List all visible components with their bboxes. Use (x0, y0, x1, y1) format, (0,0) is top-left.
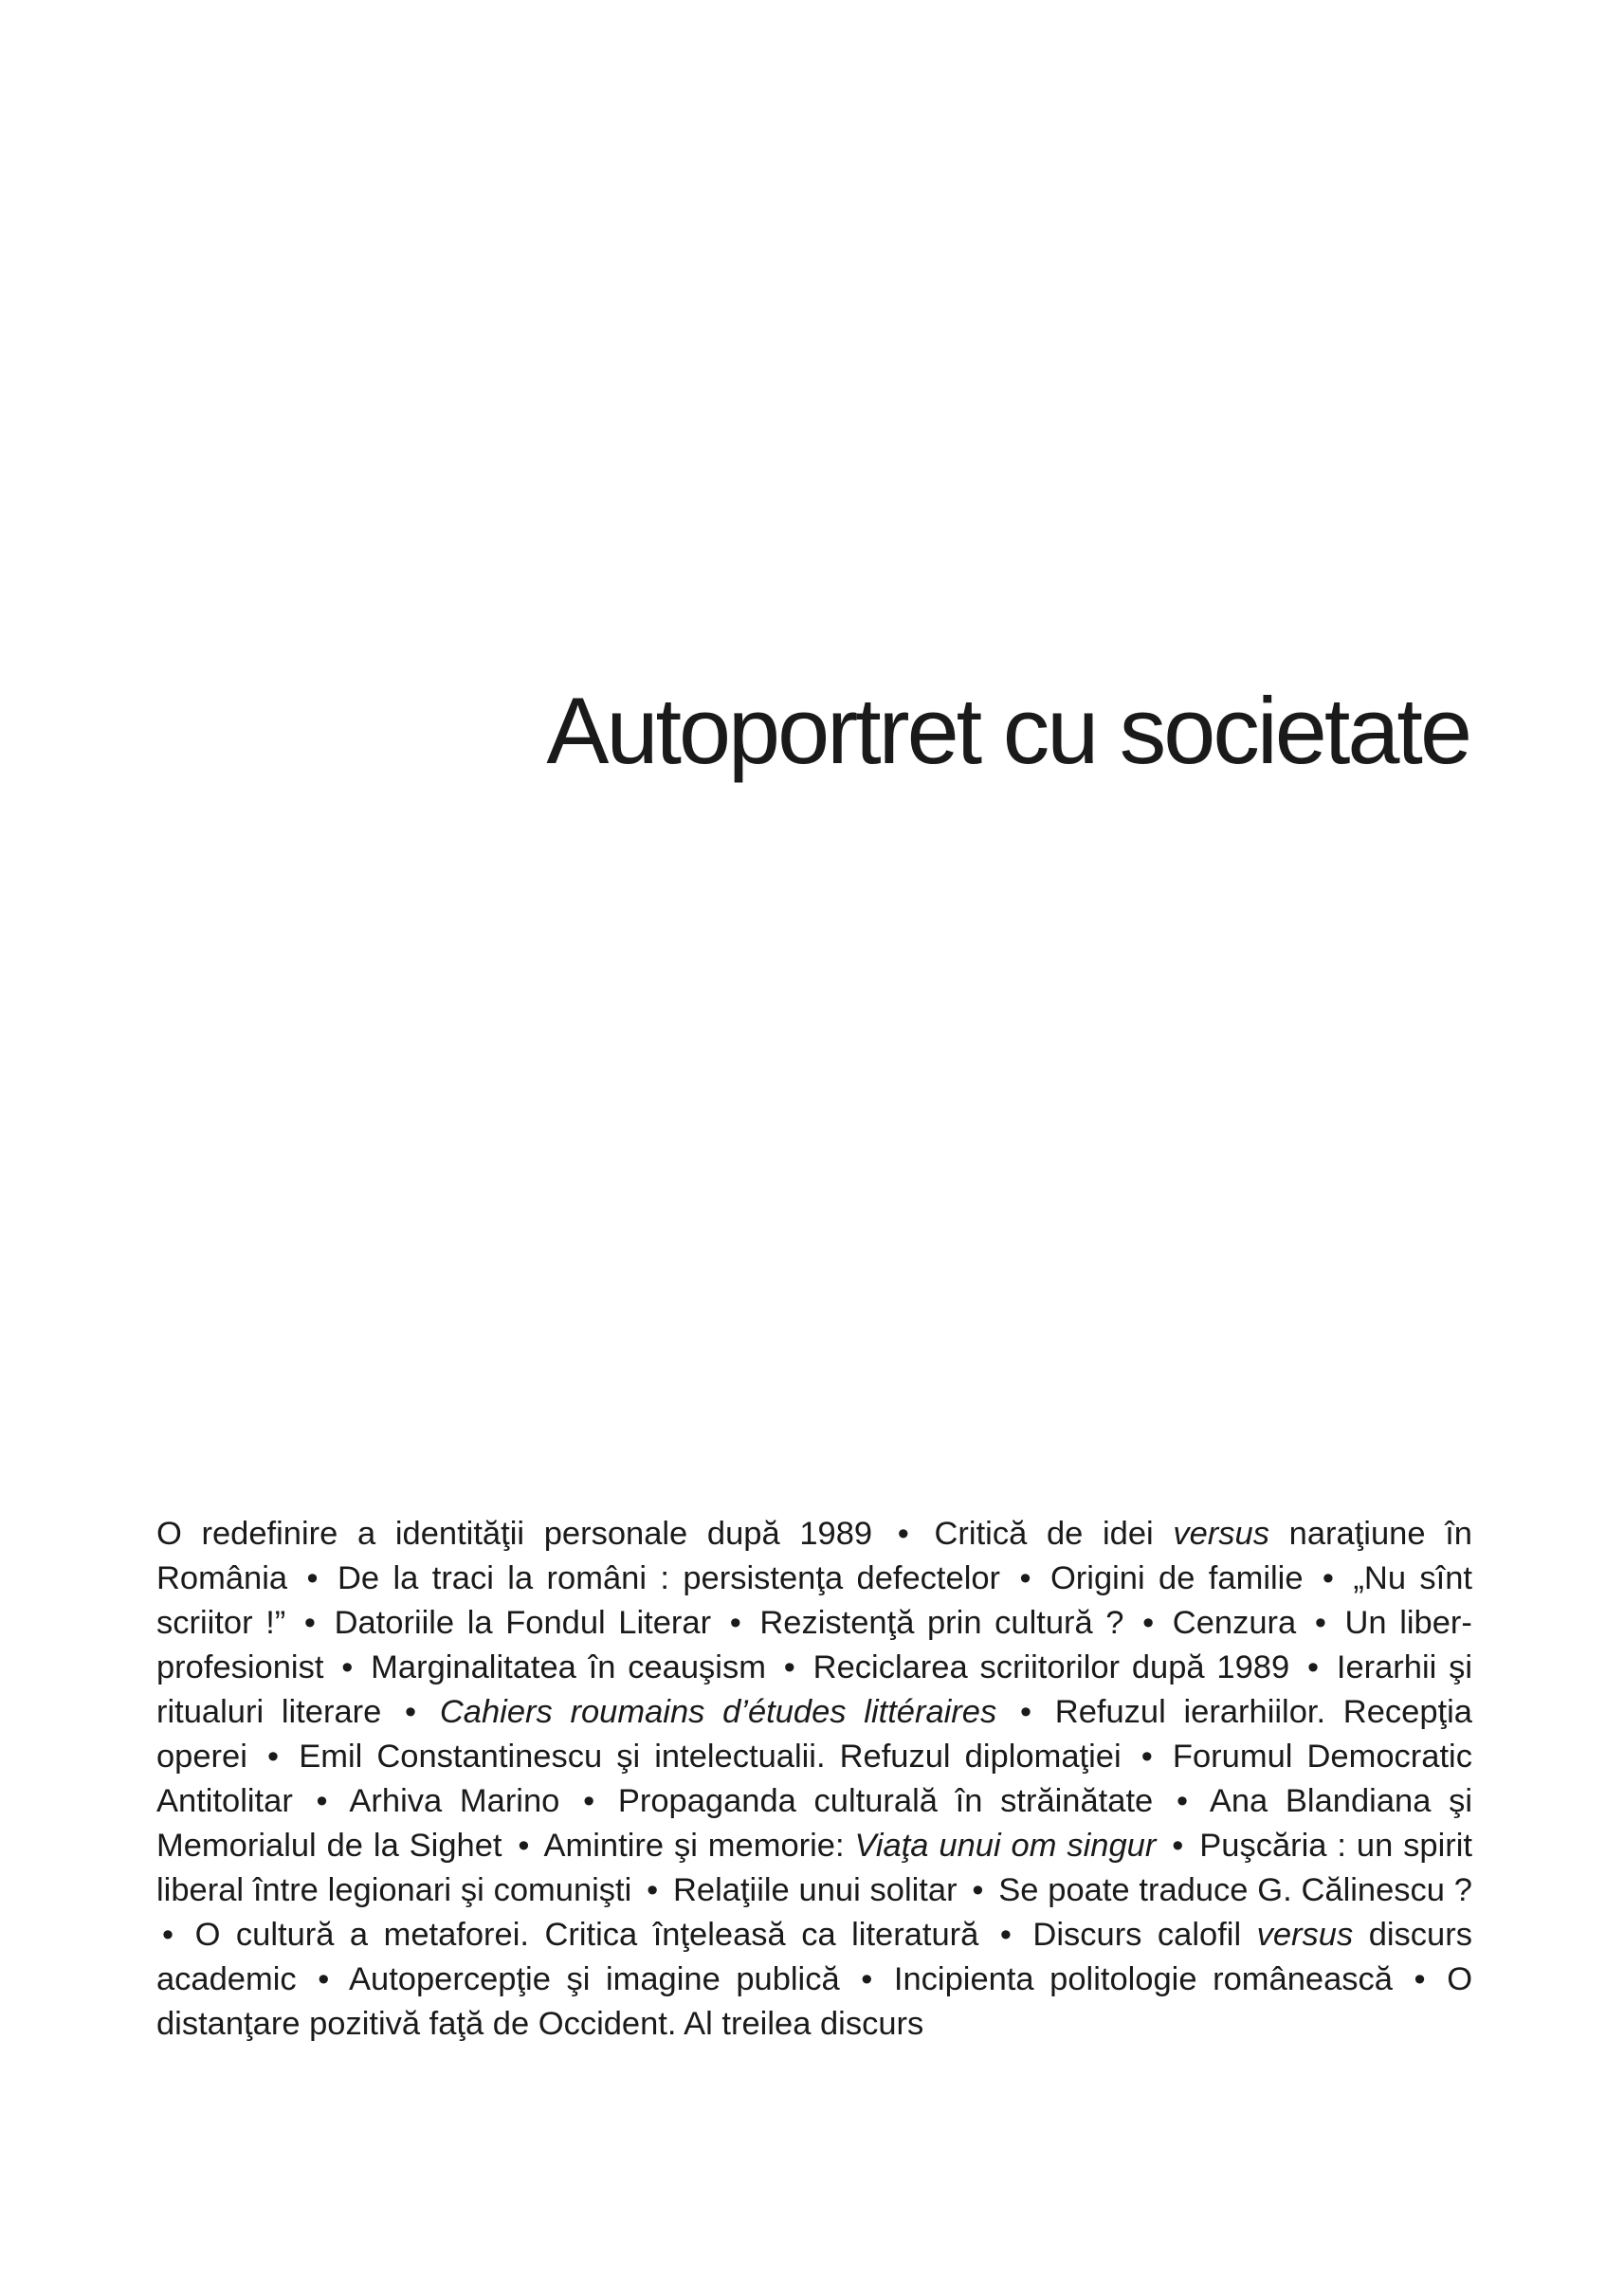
bullet-separator: • (1414, 1961, 1426, 1997)
topic-text: Amintire şi memorie: (543, 1828, 855, 1864)
topic-text-italic: Cahiers roumains d’études littéraires (439, 1694, 997, 1730)
topic-text: Discurs calofil (1032, 1917, 1257, 1953)
topic-text: Un liber-profesionist (156, 1605, 1472, 1685)
summary-topic (759, 1605, 1123, 1641)
topic-text: Emil Constantinescu şi intelectualii. Refuzul diplomaţiei (299, 1739, 1122, 1775)
chapter-summary (156, 1512, 1472, 2047)
bullet-separator: • (405, 1694, 417, 1730)
topic-text: Incipienta politologie românească (893, 1961, 1393, 1997)
summary-topic (349, 1961, 840, 1997)
bullet-separator: • (1140, 1739, 1153, 1775)
summary-topic (1050, 1560, 1304, 1596)
topic-text: Rezistenţă prin cultură ? (759, 1605, 1124, 1641)
summary-topic (998, 1872, 1472, 1908)
topic-text: Ierarhii şi ritualuri literare (156, 1649, 1473, 1730)
bullet-separator: • (583, 1783, 595, 1819)
bullet-separator: • (897, 1516, 909, 1552)
topic-text: O redefinire a identităţii personale după 1989 (156, 1516, 873, 1552)
summary-topic (440, 1694, 996, 1730)
topic-text-italic: Viaţa unui om singur (854, 1828, 1157, 1864)
summary-topic (673, 1872, 958, 1908)
summary-topic (349, 1783, 559, 1819)
topic-text: discurs academic (156, 1917, 1472, 1997)
topic-text: Relaţiile unui solitar (673, 1872, 958, 1908)
topic-text: Arhiva Marino (349, 1783, 560, 1819)
bullet-separator: • (1176, 1783, 1189, 1819)
topic-text: Propaganda culturală în străinătate (617, 1783, 1154, 1819)
bullet-separator: • (267, 1739, 280, 1775)
bullet-separator: • (647, 1872, 659, 1908)
bullet-separator: • (861, 1961, 873, 1997)
bullet-separator: • (1322, 1560, 1335, 1596)
bullet-separator: • (518, 1828, 530, 1864)
summary-topic (813, 1649, 1289, 1685)
bullet-separator: • (1142, 1605, 1155, 1641)
summary-topic (335, 1605, 712, 1641)
summary-topic (894, 1961, 1393, 1997)
bullet-separator: • (1306, 1649, 1320, 1685)
summary-topic (156, 1516, 872, 1552)
topic-text: Critică de idei (934, 1516, 1174, 1552)
topic-text: naraţiune în România (156, 1516, 1472, 1596)
bullet-separator: • (316, 1783, 328, 1819)
topic-text: Origini de familie (1049, 1560, 1304, 1596)
bullet-separator: • (1314, 1605, 1326, 1641)
summary-topic (299, 1739, 1121, 1775)
bullet-separator: • (999, 1917, 1012, 1953)
topic-text: Ana Blandiana şi Memorialul de la Sighet (156, 1783, 1472, 1864)
summary-topic (371, 1649, 766, 1685)
chapter-title: Autoportret cu societate (546, 678, 1469, 783)
topic-text: O cultură a metaforei. Critica înţeleasă ca literatură (194, 1917, 979, 1953)
topic-text: De la traci la români : persistenţa defectelor (337, 1560, 1001, 1596)
bullet-separator: • (318, 1961, 330, 1997)
topic-text-italic: versus (1173, 1516, 1269, 1552)
summary-topic (338, 1560, 1000, 1596)
bullet-separator: • (162, 1917, 174, 1953)
topic-text: O distanţare pozitivă faţă de Occident. Al treilea discurs (156, 1961, 1473, 2042)
bullet-separator: • (341, 1649, 354, 1685)
topic-text: Forumul Democratic Antitolitar (156, 1739, 1472, 1819)
summary-topic (544, 1828, 1157, 1864)
bullet-separator: • (1172, 1828, 1184, 1864)
bullet-separator: • (729, 1605, 741, 1641)
bullet-separator: • (972, 1872, 984, 1908)
topic-text: Puşcăria : un spirit liberal între legionari şi comunişti (156, 1828, 1473, 1908)
bullet-separator: • (783, 1649, 795, 1685)
summary-topic (1173, 1605, 1296, 1641)
topic-text: „Nu sînt scriitor !” (156, 1560, 1473, 1641)
topic-text: Cenzura (1172, 1605, 1297, 1641)
bullet-separator: • (1019, 1694, 1032, 1730)
topic-text: Autopercepţie şi imagine publică (349, 1961, 840, 1997)
topic-text: Reciclarea scriitorilor după 1989 (812, 1649, 1290, 1685)
topic-text-italic: versus (1256, 1917, 1354, 1953)
bullet-separator: • (303, 1605, 316, 1641)
topic-text: Refuzul ierarhiilor. Recepţia operei (156, 1694, 1472, 1775)
bullet-separator: • (1019, 1560, 1031, 1596)
topic-text: Datoriile la Fondul Literar (334, 1605, 712, 1641)
summary-topic (195, 1917, 979, 1953)
summary-topic (618, 1783, 1153, 1819)
topic-text: Marginalitatea în ceauşism (371, 1649, 766, 1685)
topic-text: Se poate traduce G. Călinescu ? (998, 1872, 1472, 1908)
bullet-separator: • (306, 1560, 319, 1596)
